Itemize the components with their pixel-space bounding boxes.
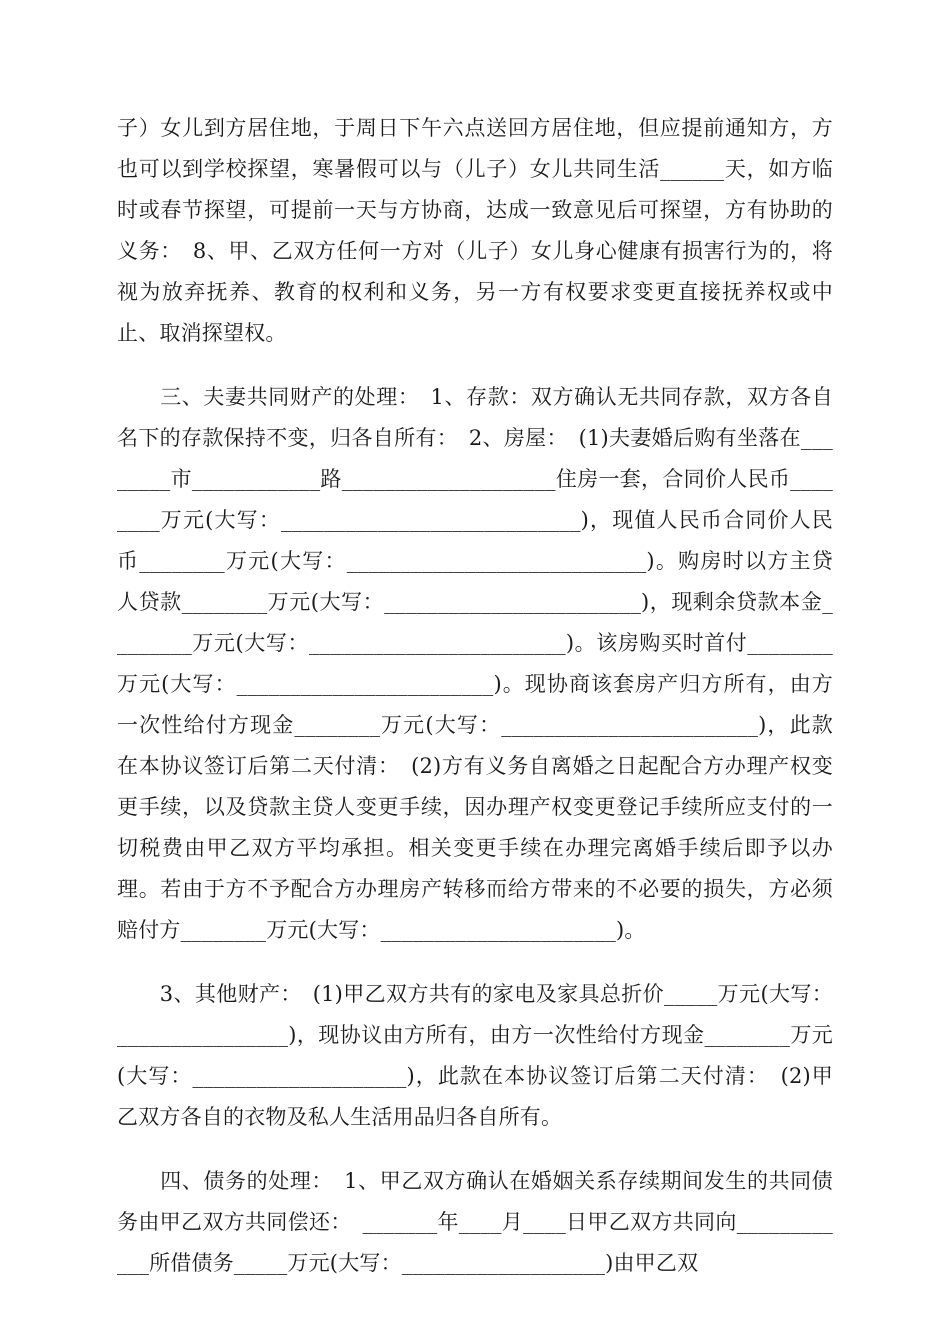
- paragraph-spacer: [117, 354, 833, 377]
- paragraph-joint-property: 三、夫妻共同财产的处理： 1、存款：双方确认无共同存款，双方各自名下的存款保持不变，归各自所有： 2、房屋： (1)夫妻婚后购有坐落在________市____________路____________________住房一套，合同价人民币________万元(大写：____________________________)，现值人民币合同价人民币________万元(大写：____________________________)。购房时以方主贷人贷款________万元(大写：________________________)，现剩余贷款本金________万元(大写：________________________)。该房购买时首付________万元(大写：________________________)。现协商该套房产归方所有，由方一次性给付方现金________万元(大写：________________________)，此款在本协议签订后第二天付清： (2)方有义务自离婚之日起配合方办理产权变更手续，以及贷款主贷人变更手续，因办理产权变更登记手续所应支付的一切税费由甲乙双方平均承担。相关变更手续在办理完离婚手续后即予以办理。若由于方不予配合方办理房产转移而给方带来的不必要的损失，方必须赔付方________万元(大写：______________________)。: [117, 385, 833, 942]
- paragraph-visitation: 子）女儿到方居住地，于周日下午六点送回方居住地，但应提前通知方，方也可以到学校探望，寒暑假可以与（儿子）女儿共同生活______天，如方临时或春节探望，可提前一天与方协商，达成一致意见后可探望，方有协助的义务： 8、甲、乙双方任何一方对（儿子）女儿身心健康有损害行为的，将视为放弃抚养、教育的权利和义务，另一方有权要求变更直接抚养权或中止、取消探望权。: [117, 116, 833, 345]
- document-body: [117, 108, 833, 1284]
- paragraph-spacer: [117, 951, 833, 974]
- paragraph-debts: 四、债务的处理： 1、甲乙双方确认在婚姻关系存续期间发生的共同债务由甲乙双方共同偿还： _______年____月____日甲乙双方共同向____________所借债务_____万元(大写：___________________)由甲乙双: [117, 1169, 833, 1275]
- paragraph-other-property: 3、其他财产： (1)甲乙双方共有的家电及家具总折价_____万元(大写：________________)，现协议由方所有，由方一次性给付方现金________万元(大写：____________________)，此款在本协议签订后第二天付清： (2)甲乙双方各自的衣物及私人生活用品归各自所有。: [117, 982, 833, 1129]
- paragraph-spacer: [117, 1138, 833, 1161]
